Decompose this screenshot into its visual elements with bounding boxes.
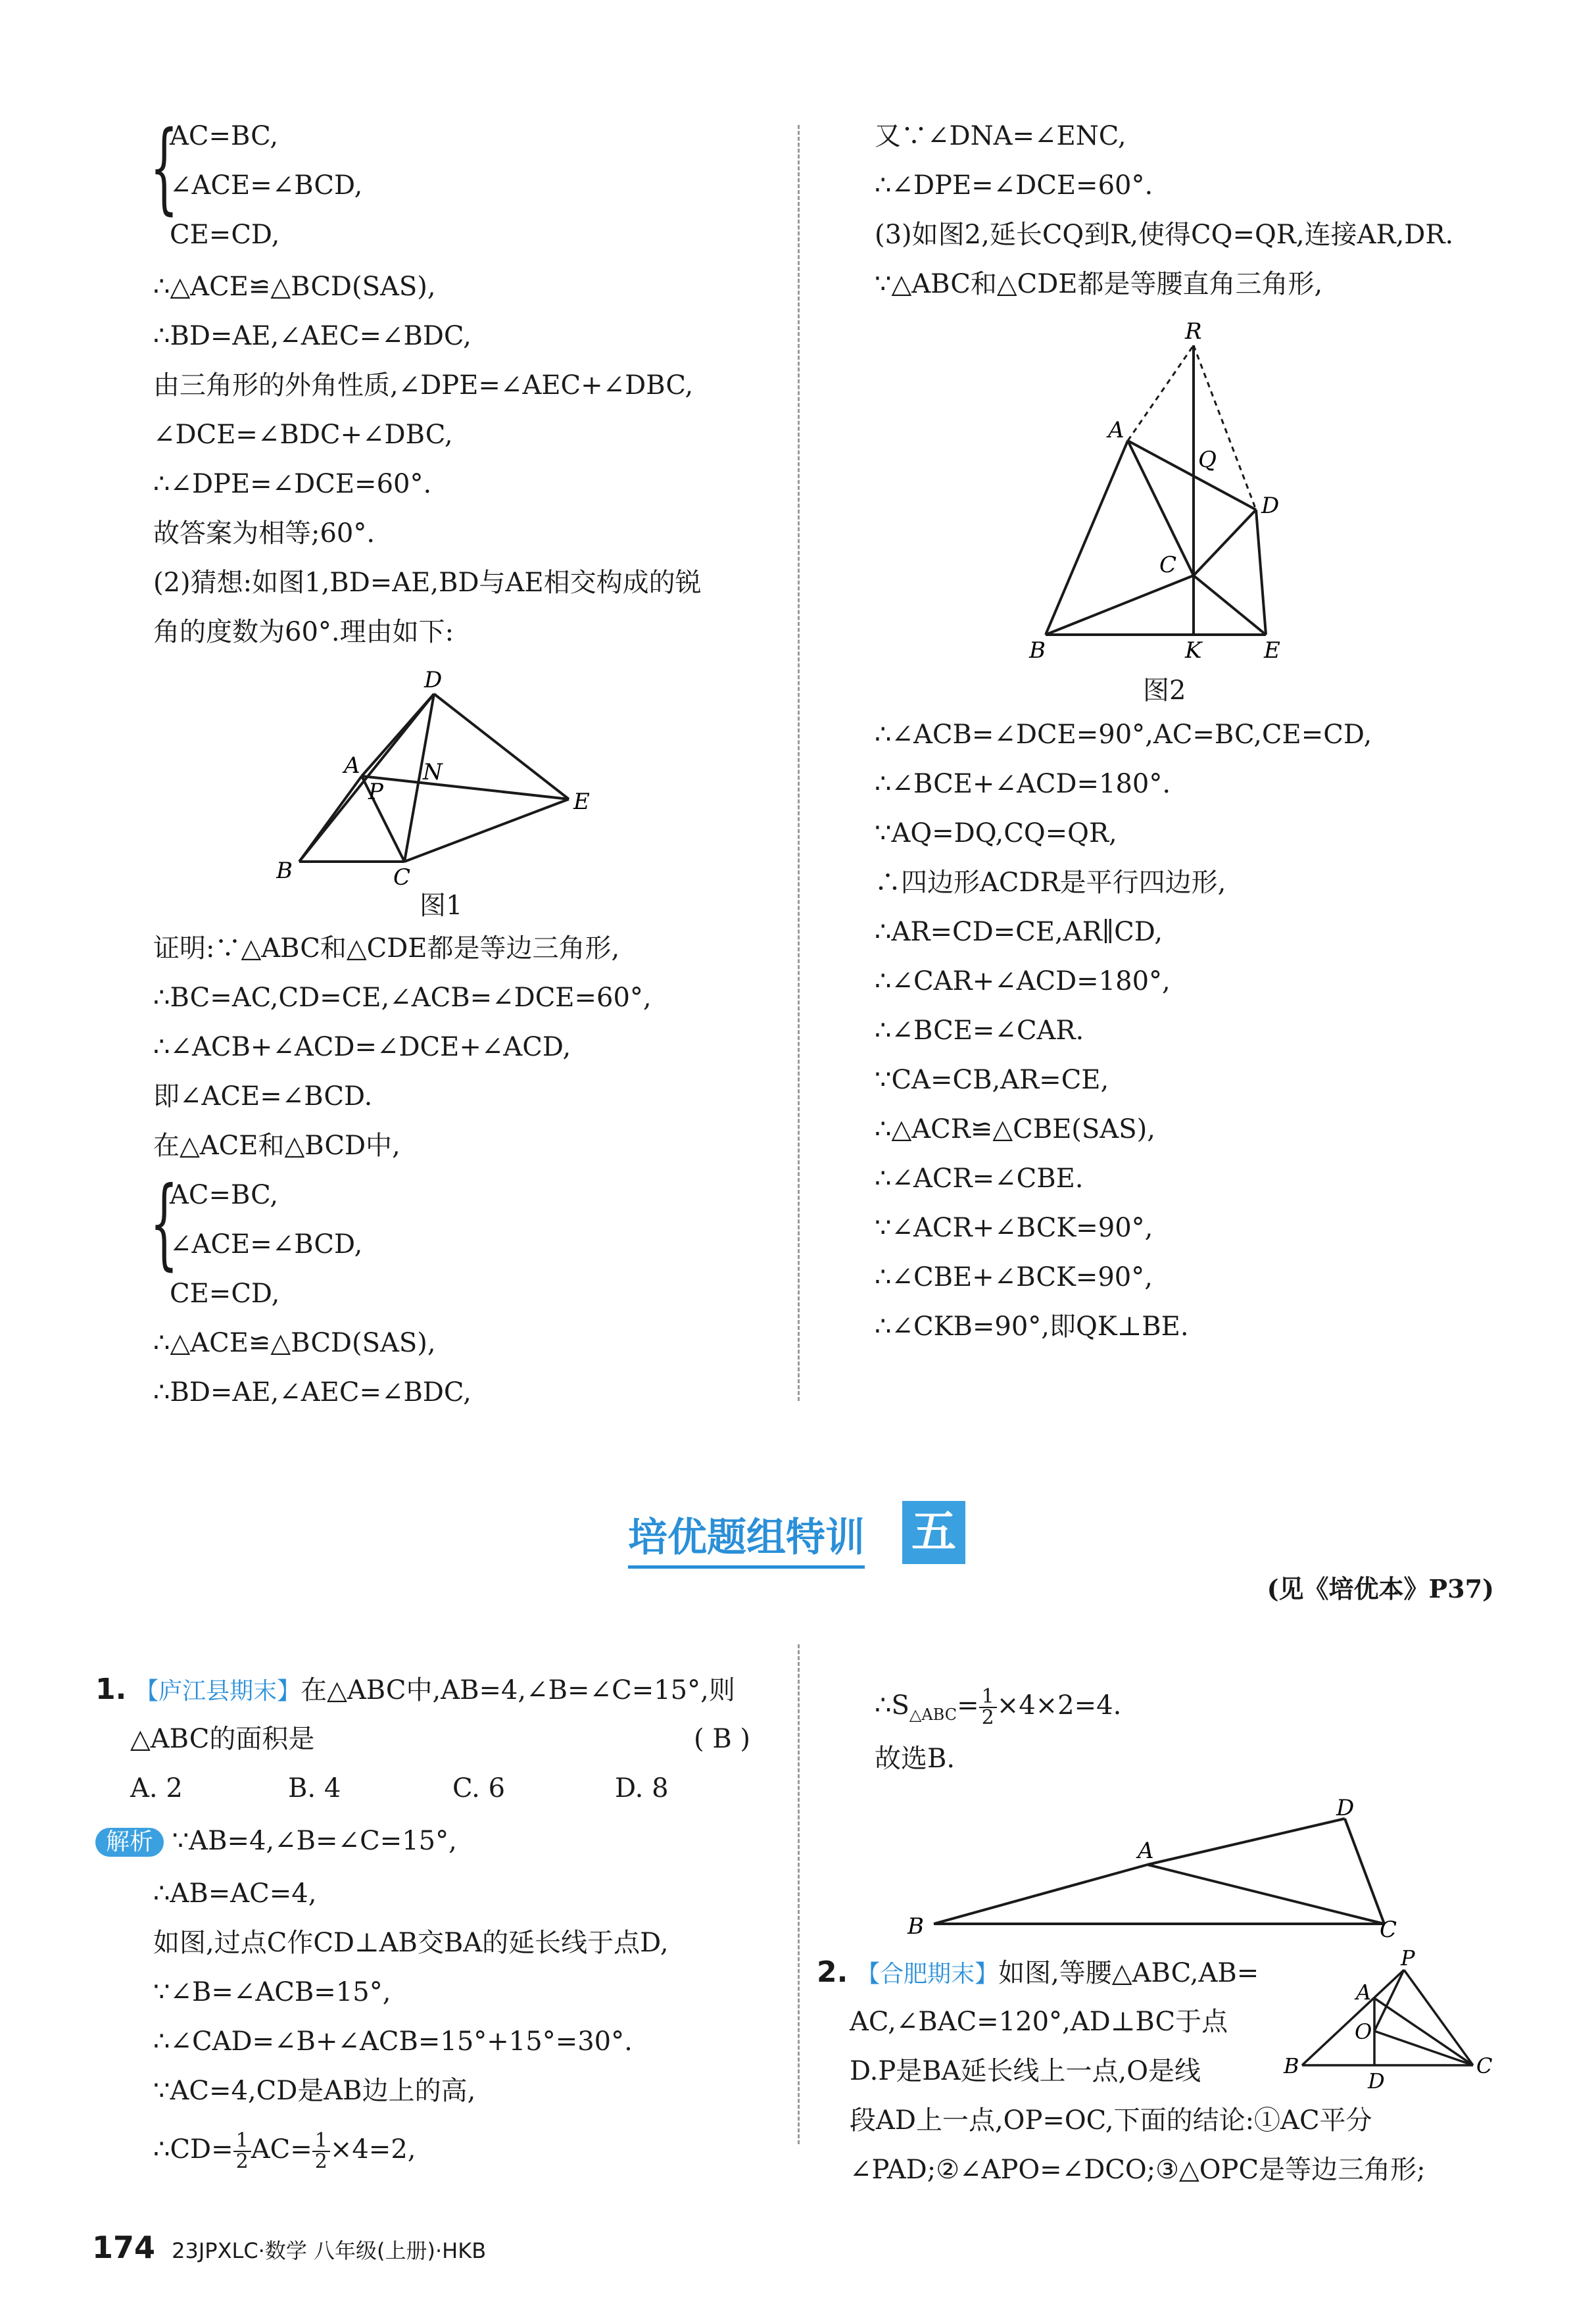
fig1-label-E: E <box>573 789 590 815</box>
solution-line-fraction <box>153 2131 416 2172</box>
option-a: A. 2 <box>130 1773 183 1803</box>
q1fig-label-D: D <box>1336 1796 1355 1821</box>
question-text: 在△ABC中,AB=4,∠B=∠C=15°,则 <box>301 1675 735 1705</box>
q2fig-label-C: C <box>1476 2053 1493 2078</box>
q2fig-label-B: B <box>1284 2053 1299 2078</box>
conclusion: 故选B. <box>875 1744 955 1774</box>
solution-line: ∵∠B=∠ACB=15°, <box>153 1977 391 2007</box>
figure-2 <box>1019 316 1315 671</box>
subscript: △ABC <box>909 1705 957 1724</box>
solution-line: ∵AC=4,CD是AB边上的高, <box>153 2076 476 2106</box>
text: ∴CD= <box>153 2134 233 2165</box>
brace-1: { <box>150 110 178 225</box>
fig2-label-Q: Q <box>1198 447 1217 473</box>
text: ×4=2, <box>329 2134 416 2165</box>
fig2-label-B: B <box>1029 637 1046 664</box>
proof-line: ∴BD=AE,∠AEC=∠BDC, <box>153 1377 472 1408</box>
q1fig-label-C: C <box>1380 1917 1397 1940</box>
q2fig-label-D: D <box>1368 2069 1385 2094</box>
q1fig-label-B: B <box>907 1913 924 1940</box>
proof-line: ∵∠ACR+∠BCK=90°, <box>875 1213 1153 1243</box>
solution-line: ∴AB=AC=4, <box>153 1878 317 1909</box>
system-line: CE=CD, <box>170 220 280 250</box>
system-line: ∠ACE=∠BCD, <box>170 170 363 201</box>
fraction <box>312 2131 330 2172</box>
proof-line: ∴∠BCE+∠ACD=180°. <box>875 769 1171 799</box>
proof-line: ∴∠ACB+∠ACD=∠DCE+∠ACD, <box>153 1032 571 1062</box>
fig1-label-P: P <box>368 779 383 805</box>
proof-line: ∵AQ=DQ,CQ=QR, <box>875 818 1117 848</box>
proof-line: ∴∠CAR+∠ACD=180°, <box>875 966 1171 996</box>
fig1-label-A: A <box>344 752 360 779</box>
proof-line: 角的度数为60°.理由如下: <box>153 617 454 647</box>
proof-line: 又∵∠DNA=∠ENC, <box>875 121 1126 151</box>
fig1-label-D: D <box>424 667 443 693</box>
question-number: 1. <box>95 1673 127 1706</box>
figure-1 <box>276 664 605 888</box>
jiexi-badge: 解析 <box>95 1828 164 1857</box>
option-b: B. 4 <box>288 1773 341 1803</box>
solution-line: ∵AB=4,∠B=∠C=15°, <box>172 1826 457 1856</box>
figure-1-caption: 图1 <box>420 891 463 921</box>
fig1-label-B: B <box>276 858 293 884</box>
fig2-label-K: K <box>1185 637 1202 664</box>
area-line <box>875 1687 1121 1730</box>
text: ∴S <box>875 1690 909 1721</box>
system-line: ∠ACE=∠BCD, <box>170 1229 363 1260</box>
proof-line: ∴∠DPE=∠DCE=60°. <box>875 170 1153 201</box>
system-line: CE=CD, <box>170 1279 280 1309</box>
system-line: AC=BC, <box>170 1180 279 1210</box>
q1-figure <box>901 1796 1414 1940</box>
proof-line: 证明:∵△ABC和△CDE都是等边三角形, <box>153 933 620 964</box>
fig1-label-C: C <box>393 864 411 888</box>
proof-line: ∴BD=AE,∠AEC=∠BDC, <box>153 321 472 351</box>
section-title: 培优题组特训 <box>628 1506 865 1569</box>
proof-line: ∴四边形ACDR是平行四边形, <box>875 868 1226 898</box>
solution-line: ∴∠CAD=∠B+∠ACB=15°+15°=30°. <box>153 2026 633 2057</box>
question-2-line: 段AD上一点,OP=OC,下面的结论:①AC平分 <box>850 2105 1372 2136</box>
denominator: 2 <box>235 2150 249 2173</box>
solution-line: 如图,过点C作CD⊥AB交BA的延长线于点D, <box>153 1928 669 1958</box>
page-number: 174 <box>92 2230 156 2265</box>
fig2-label-D: D <box>1261 493 1280 519</box>
proof-line: ∴∠BCE=∠CAR. <box>875 1016 1084 1046</box>
fraction <box>233 2131 251 2172</box>
question-1-stem <box>95 1674 735 1707</box>
numerator: 1 <box>233 2131 251 2152</box>
question-text: 如图,等腰△ABC,AB= <box>998 1958 1259 1988</box>
proof-line: 即∠ACE=∠BCD. <box>153 1081 373 1112</box>
option-d: D. 8 <box>615 1773 669 1803</box>
question-2-line: ∠PAD;②∠APO=∠DCO;③△OPC是等边三角形; <box>850 2155 1426 2185</box>
proof-line: ∵CA=CB,AR=CE, <box>875 1065 1109 1095</box>
question-1-stem-2: △ABC的面积是 <box>130 1724 315 1754</box>
brace-2: { <box>150 1166 178 1281</box>
fig2-label-E: E <box>1264 637 1280 664</box>
proof-line: ∴△ACE≌△BCD(SAS), <box>153 272 436 302</box>
footer-text: 23JPXLC·数学 八年级(上册)·HKB <box>172 2238 487 2263</box>
q2fig-label-O: O <box>1355 2019 1372 2044</box>
section-reference: (见《培优本》P37) <box>1267 1574 1494 1604</box>
denominator: 2 <box>981 1706 994 1729</box>
proof-line: (2)猜想:如图1,BD=AE,BD与AE相交构成的锐 <box>153 568 702 598</box>
fig2-label-A: A <box>1108 417 1124 443</box>
proof-line: ∴BC=AC,CD=CE,∠ACB=∠DCE=60°, <box>153 983 652 1013</box>
system-line: AC=BC, <box>170 121 279 151</box>
numerator: 1 <box>979 1687 997 1708</box>
proof-line: 在△ACE和△BCD中, <box>153 1131 400 1161</box>
denominator: 2 <box>314 2150 327 2173</box>
fig2-label-C: C <box>1159 552 1177 578</box>
page-footer <box>92 2230 486 2265</box>
source-tag: 【合肥期末】 <box>856 1961 999 1988</box>
proof-line: ∴∠CBE+∠BCK=90°, <box>875 1262 1153 1292</box>
column-divider-bottom <box>798 1644 800 2144</box>
proof-line: ∠DCE=∠BDC+∠DBC, <box>153 420 453 450</box>
option-c: C. 6 <box>452 1773 506 1803</box>
proof-line: ∴∠CKB=90°,即QK⊥BE. <box>875 1311 1189 1342</box>
proof-line: ∵△ABC和△CDE都是等腰直角三角形, <box>875 269 1323 299</box>
question-2-line: AC,∠BAC=120°,AD⊥BC于点 <box>850 2007 1228 2037</box>
section-badge: 五 <box>902 1501 965 1564</box>
question-1-answer: ( B ) <box>694 1724 751 1754</box>
question-2-line: D.P是BA延长线上一点,O是线 <box>850 2056 1201 2086</box>
proof-line: ∴∠DPE=∠DCE=60°. <box>153 469 432 499</box>
source-tag: 【庐江县期末】 <box>135 1678 301 1705</box>
proof-line: ∴∠ACR=∠CBE. <box>875 1164 1084 1194</box>
text: = <box>957 1690 979 1721</box>
q2fig-label-P: P <box>1401 1947 1415 1971</box>
text: AC= <box>251 2134 312 2165</box>
text: ×4×2=4. <box>996 1690 1122 1721</box>
proof-line: ∴AR=CD=CE,AR∥CD, <box>875 917 1163 947</box>
jiexi-line <box>95 1825 457 1857</box>
numerator: 1 <box>312 2131 330 2152</box>
question-2-stem <box>817 1957 1259 1990</box>
fraction <box>979 1687 997 1728</box>
question-number: 2. <box>817 1955 848 1989</box>
proof-line: ∴∠ACB=∠DCE=90°,AC=BC,CE=CD, <box>875 720 1372 750</box>
fig2-label-R: R <box>1185 318 1202 345</box>
fig1-label-N: N <box>423 759 443 785</box>
q2fig-label-A: A <box>1356 1980 1372 2005</box>
q2-figure <box>1276 1947 1499 2098</box>
figure-2-caption: 图2 <box>1143 675 1186 706</box>
proof-line: 由三角形的外角性质,∠DPE=∠AEC+∠DBC, <box>153 370 694 401</box>
proof-line: ∴△ACR≌△CBE(SAS), <box>875 1114 1155 1144</box>
proof-line: ∴△ACE≌△BCD(SAS), <box>153 1328 436 1358</box>
q1fig-label-A: A <box>1138 1838 1154 1864</box>
proof-line: 故答案为相等;60°. <box>153 518 375 549</box>
proof-line: (3)如图2,延长CQ到R,使得CQ=QR,连接AR,DR. <box>875 220 1454 250</box>
column-divider-top <box>798 125 800 1401</box>
